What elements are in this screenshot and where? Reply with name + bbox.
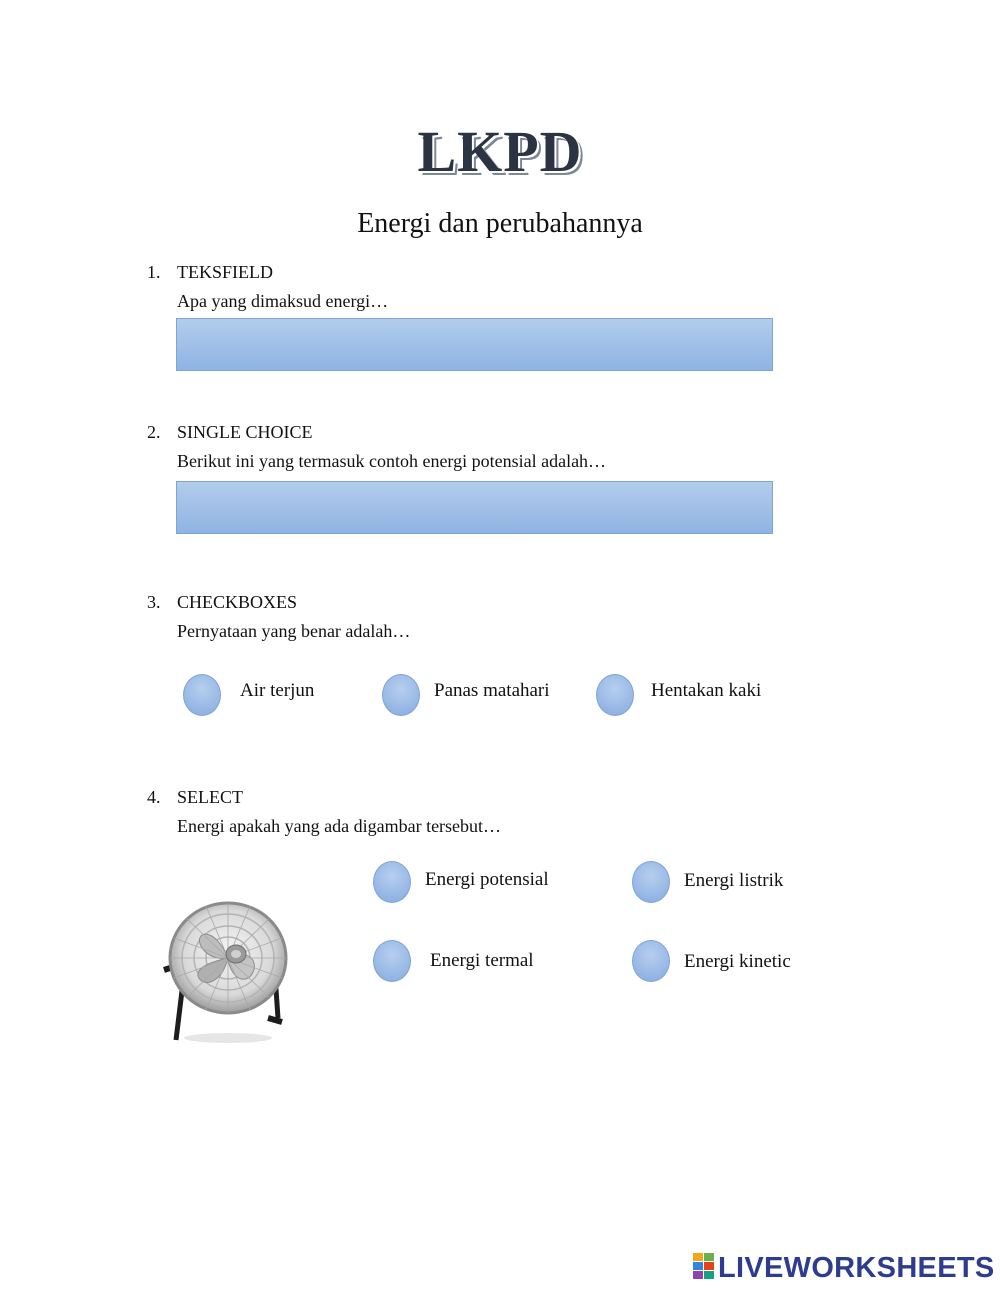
question-4-prompt: Energi apakah yang ada digambar tersebut… [177,816,502,836]
checkbox-panas-matahari[interactable] [382,674,420,716]
option-label: Energi termal [430,950,534,971]
question-2-choice-field[interactable] [176,481,773,534]
desk-fan-image [156,900,296,1048]
radio-energi-kinetic[interactable] [632,940,670,982]
option-label: Energi listrik [684,870,784,891]
question-3-prompt: Pernyataan yang benar adalah… [177,621,411,641]
question-2-number: 2. [147,422,161,442]
question-1-prompt: Apa yang dimaksud energi… [177,291,389,311]
question-1-number: 1. [147,262,161,282]
checkbox-hentakan-kaki[interactable] [596,674,634,716]
option-label: Panas matahari [434,680,550,701]
option-label: Energi potensial [425,869,549,890]
page-subtitle: Energi dan perubahannya [357,208,643,239]
checkbox-air-terjun[interactable] [183,674,221,716]
question-4-heading: SELECT [177,787,243,807]
question-3-heading: CHECKBOXES [177,592,298,612]
question-1-heading: TEKSFIELD [177,262,273,282]
radio-energi-termal[interactable] [373,940,411,982]
question-4-number: 4. [147,787,161,807]
liveworksheets-logo-icon [693,1253,715,1284]
radio-energi-listrik[interactable] [632,861,670,903]
radio-energi-potensial[interactable] [373,861,411,903]
option-label: Air terjun [240,680,315,701]
question-2-prompt: Berikut ini yang termasuk contoh energi potensial adalah… [177,451,607,471]
question-2-heading: SINGLE CHOICE [177,422,313,442]
liveworksheets-wordmark: LIVEWORKSHEETS [718,1251,995,1284]
page-title: LKPD [417,119,583,184]
question-1-text-field[interactable] [176,318,773,371]
option-label: Hentakan kaki [651,680,762,701]
question-3-number: 3. [147,592,161,612]
option-label: Energi kinetic [684,951,791,972]
liveworksheets-logo [693,1251,995,1285]
